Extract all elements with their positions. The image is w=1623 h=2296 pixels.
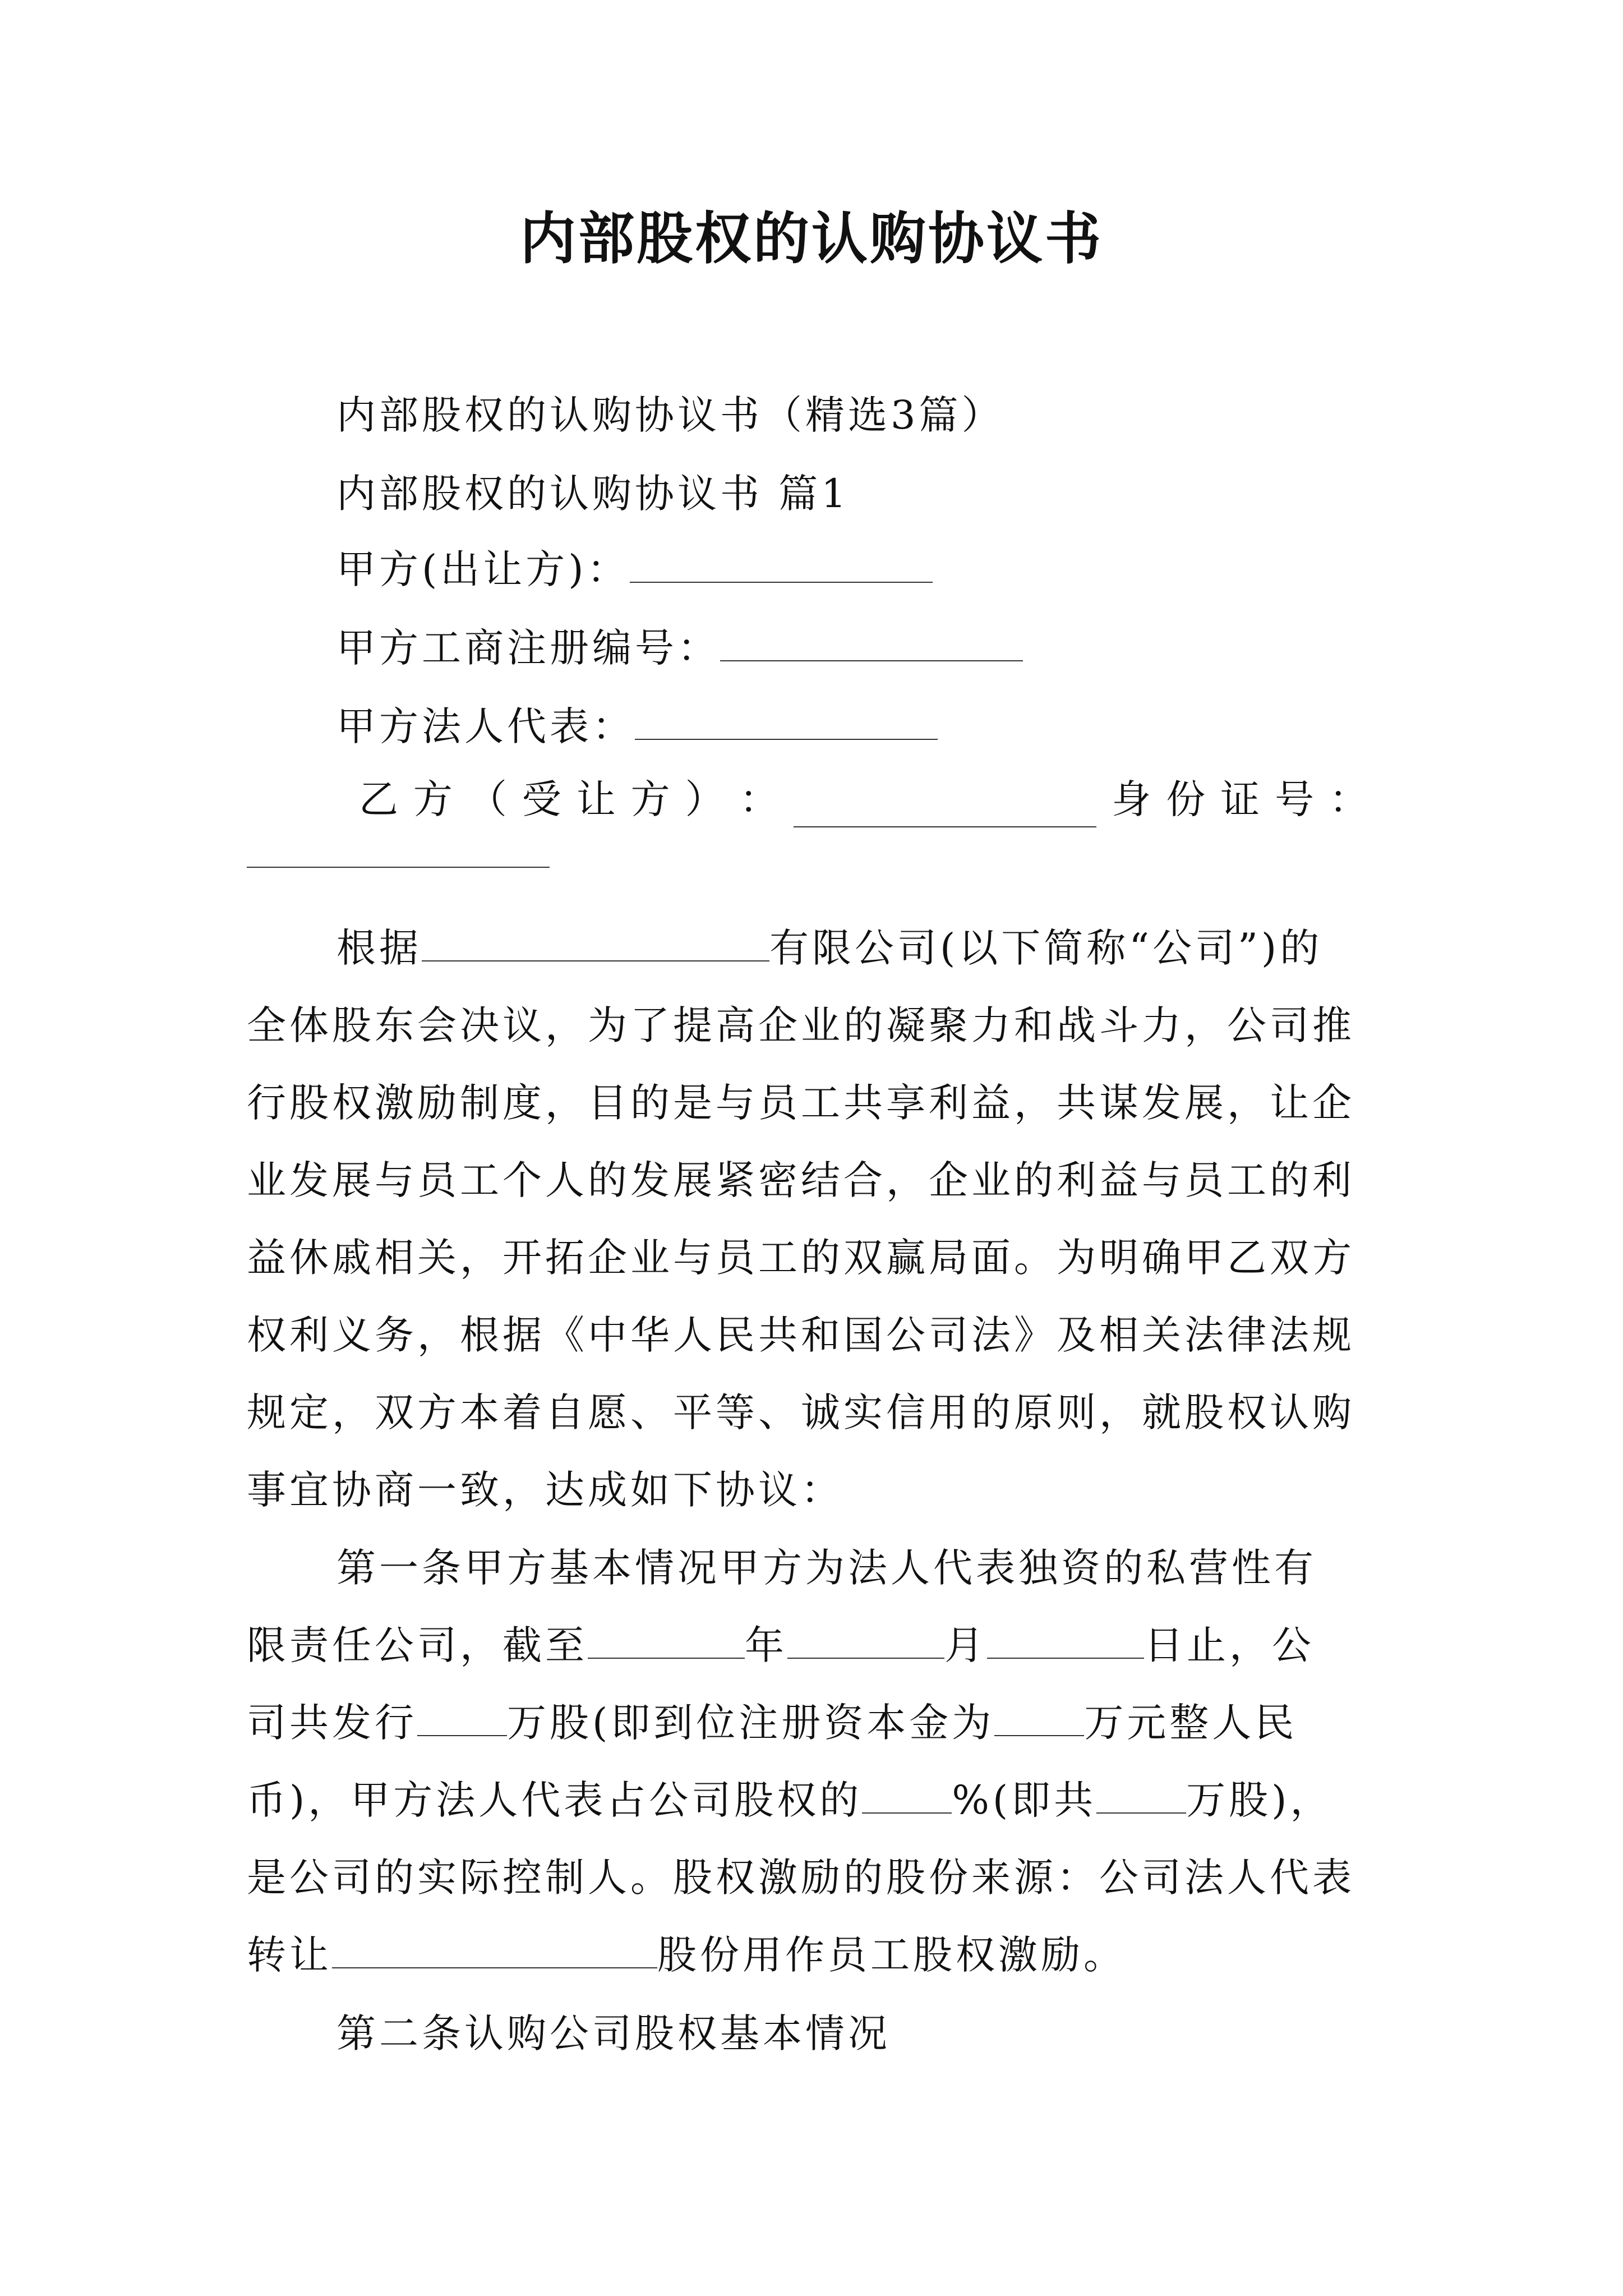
shares-held-blank (1096, 1779, 1186, 1814)
para1-line8: 事宜协商一致，达成如下协议： (247, 1467, 843, 1513)
article1-text: 转让 (247, 1932, 332, 1978)
party-b-char: 乙 (359, 776, 398, 822)
article1-text: 司共发行 (247, 1700, 417, 1746)
party-a-reg-label: 甲方工商注册编号： (336, 625, 720, 671)
party-a-rep-blank (635, 705, 938, 740)
para1-line1 (336, 920, 1322, 976)
party-a-reg-line (336, 620, 1023, 676)
article1-text: 万股)， (1186, 1777, 1333, 1823)
party-b-line (359, 771, 1368, 827)
para1-line7: 规定，双方本着自愿、平等、诚实信用的原则，就股权认购 (247, 1389, 1355, 1435)
party-b-char: ） (685, 776, 725, 822)
article1-text: 万元整人民 (1084, 1700, 1298, 1746)
company-name-blank (422, 927, 769, 961)
party-a-reg-blank (720, 627, 1023, 661)
party-b-char: 让 (576, 776, 616, 822)
id-label-char: 身 (1112, 776, 1151, 822)
id-number-blank (247, 867, 550, 868)
shares-issued-blank (417, 1701, 507, 1736)
article1-text: 日止，公 (1144, 1622, 1315, 1668)
para1-line4: 业发展与员工个人的发展紧密结合，企业的利益与员工的利 (247, 1157, 1355, 1203)
party-b-char: 方 (413, 776, 453, 822)
party-a-line (336, 541, 933, 597)
article1-text: 年 (745, 1622, 787, 1668)
article1-text: 股份用作员工股权激励。 (657, 1932, 1126, 1978)
document-title: 内部股权的认购协议书 (520, 205, 1103, 272)
article1-text: 万股(即到位注册资本金为 (507, 1700, 995, 1746)
party-b-char: 受 (522, 776, 561, 822)
para1-text: 根据 (336, 925, 422, 971)
article1-text: 限责任公司，截至 (247, 1622, 588, 1668)
para1-line3: 行股权激励制度，目的是与员工共享利益，共谋发展，让企 (247, 1080, 1355, 1126)
party-a-rep-label: 甲方法人代表： (336, 703, 635, 749)
article1-text: %(即共 (952, 1777, 1097, 1823)
article1-text: 月 (944, 1622, 987, 1668)
article1-line3 (247, 1695, 1297, 1751)
para1-text: 有限公司(以下简称“公司”)的 (769, 925, 1323, 971)
article1-line5: 是公司的实际控制人。股权激励的股份来源：公司法人代表 (247, 1855, 1355, 1901)
id-label-char: 号 (1275, 776, 1315, 822)
id-label-char: ： (1329, 776, 1368, 822)
party-b-char: ： (739, 776, 779, 822)
month-blank (787, 1624, 944, 1659)
party-a-label: 甲方(出让方)： (336, 546, 630, 592)
transfer-shares-blank (332, 1934, 657, 1968)
party-b-char: 方 (630, 776, 670, 822)
article2-heading: 第二条认购公司股权基本情况 (336, 2010, 891, 2056)
article1-line6 (247, 1927, 1126, 1983)
party-b-char: （ (467, 776, 507, 822)
article1-line1: 第一条甲方基本情况甲方为法人代表独资的私营性有 (336, 1545, 1317, 1591)
day-blank (987, 1624, 1144, 1659)
section-heading: 内部股权的认购协议书 篇1 (336, 471, 850, 517)
year-blank (588, 1624, 745, 1659)
para1-line2: 全体股东会决议，为了提高企业的凝聚力和战斗力，公司推 (247, 1002, 1355, 1048)
article1-line2 (247, 1617, 1315, 1673)
subtitle: 内部股权的认购协议书（精选3篇） (336, 392, 1004, 438)
article1-line4 (247, 1772, 1332, 1828)
para1-line6: 权利义务，根据《中华人民共和国公司法》及相关法律法规 (247, 1312, 1355, 1358)
party-b-blank (794, 793, 1096, 827)
capital-blank (994, 1701, 1084, 1736)
id-label-char: 证 (1220, 776, 1260, 822)
party-a-blank (630, 548, 933, 583)
article1-text: 币)，甲方法人代表占公司股权的 (247, 1777, 863, 1823)
id-label-char: 份 (1166, 776, 1206, 822)
para1-line5: 益休戚相关，开拓企业与员工的双赢局面。为明确甲乙双方 (247, 1235, 1355, 1281)
percent-blank (862, 1779, 952, 1814)
party-a-rep-line (336, 698, 938, 754)
